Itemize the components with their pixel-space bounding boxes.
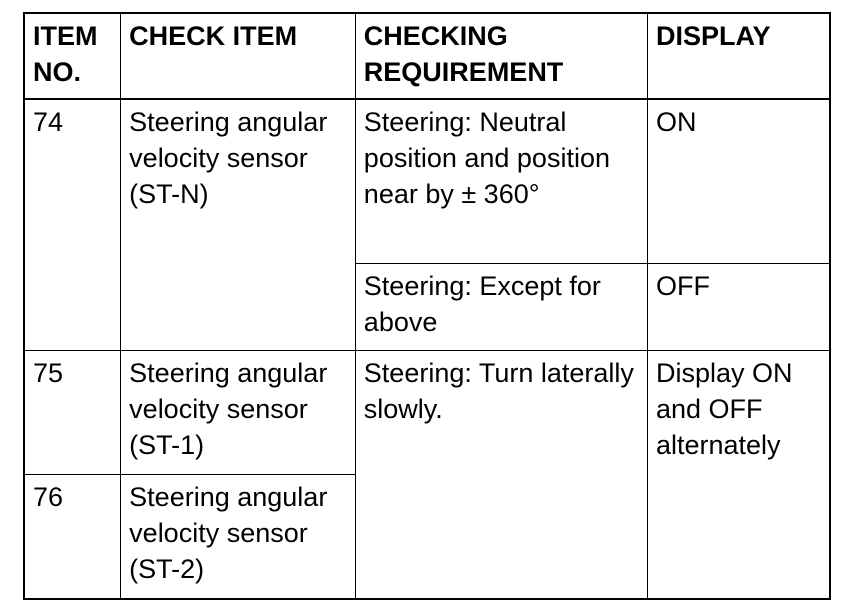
header-display: DISPLAY (647, 13, 830, 99)
display-cell: Display ON and OFF alternately (647, 350, 830, 599)
header-checking-requirement: CHECKING REQUIREMENT (355, 13, 647, 99)
check-item-table (23, 12, 831, 600)
requirement-cell: Steering: Except for above (355, 264, 647, 350)
check-item-cell: Steering angular velocity sensor (ST-N) (121, 99, 356, 350)
header-item-no: ITEM NO. (24, 13, 121, 99)
item-no-cell: 75 (24, 350, 121, 474)
check-item-cell: Steering angular velocity sensor (ST-1) (121, 350, 356, 474)
display-cell: ON (647, 99, 830, 263)
table-row (24, 99, 830, 263)
requirement-cell: Steering: Neutral position and position near by ± 360° (355, 99, 647, 263)
item-no-cell: 76 (24, 475, 121, 599)
requirement-cell: Steering: Turn laterally slowly. (355, 350, 647, 599)
table-row (24, 350, 830, 474)
item-no-cell: 74 (24, 99, 121, 350)
header-check-item: CHECK ITEM (121, 13, 356, 99)
table-header-row (24, 13, 830, 99)
display-cell: OFF (647, 264, 830, 350)
check-item-cell: Steering angular velocity sensor (ST-2) (121, 475, 356, 599)
